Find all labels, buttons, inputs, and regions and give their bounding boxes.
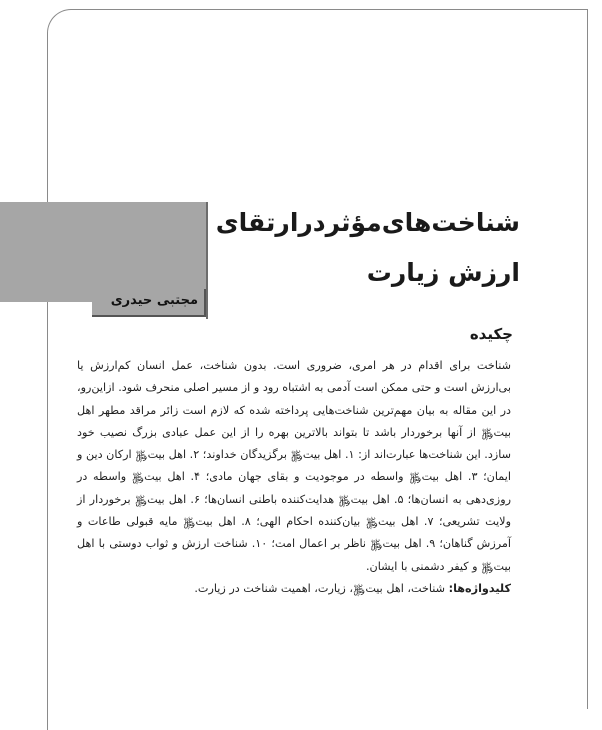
header-divider	[206, 202, 208, 319]
header-band	[0, 202, 206, 302]
article-title-line-2: ارزش زیارت	[366, 258, 520, 287]
keywords-line	[77, 578, 511, 600]
keywords-label: کلیدواژه‌ها:	[448, 581, 511, 595]
keywords-text: شناخت، اهل بیت﷿، زیارت، اهمیت شناخت در زیارت.	[194, 581, 449, 595]
article-title-line-1: شناخت‌های‌مؤثر‌در‌ارتقای	[215, 208, 520, 237]
abstract-text: شناخت برای اقدام در هر امری، ضروری است. بدون شناخت، عمل انسان کم‌ارزش یا بی‌ارزش است و حتی ممکن است آدمی به اشتباه رود و از مسیر اصلی منحرف شود. ازاین‌رو، در این مقاله به بیان مهم‌ترین شناخت‌هایی پرداخته شده که لازم است زائر مراقد مطهر اهل بیت﷿ از آنها برخوردار باشد تا بتواند بالاترین بهره را از این عمل عبادی بزرگ نصیب خود سازد. این شناخت‌ها عبارت‌اند از: ۱. اهل بیت﷿ برگزیدگان خداوند؛ ۲. اهل بیت﷿ ارکان دین و ایمان؛ ۳. اهل بیت﷿ واسطه در موجودیت و بقای جهان مادی؛ ۴. اهل بیت﷿ واسطه در روزی‌دهی به انسان‌ها؛ ۵. اهل بیت﷿ هدایت‌کننده باطنی انسان‌ها؛ ۶. اهل بیت﷿ برخوردار از ولایت تشریعی؛ ۷. اهل بیت﷿ بیان‌کننده احکام الهی؛ ۸. اهل بیت﷿ مایه قبولی طاعات و آمرزش گناهان؛ ۹. اهل بیت﷿ ناظر بر اعمال امت؛ ۱۰. شناخت ارزش و ثواب دوستی با اهل بیت﷿ و کیفر دشمنی با ایشان.	[77, 359, 511, 573]
page-frame-right-edge	[587, 9, 588, 709]
abstract-heading: چکیده	[469, 325, 513, 343]
author-name: مجتبی حیدری	[110, 293, 198, 308]
author-box	[92, 289, 206, 317]
abstract-body	[77, 355, 511, 600]
